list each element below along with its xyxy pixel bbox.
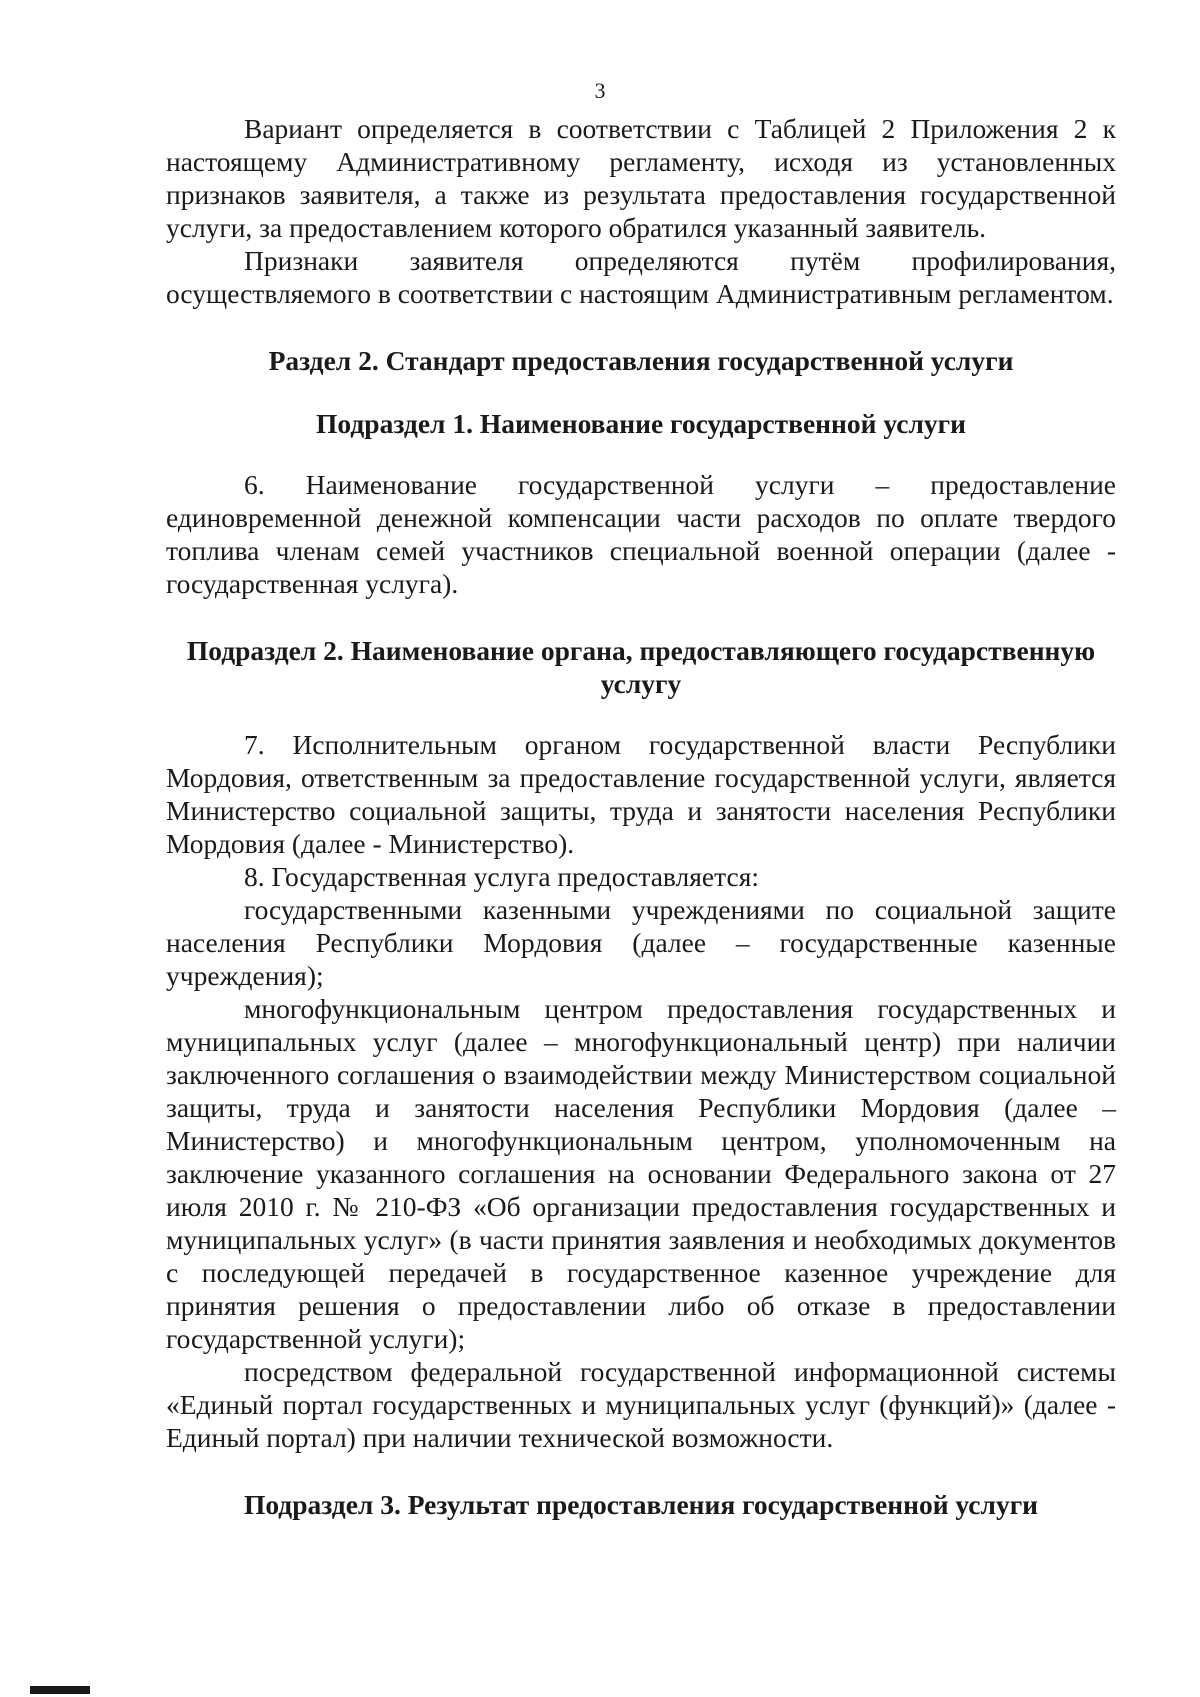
- subsection-1-heading: Подраздел 1. Наименование государственной услуги: [316, 408, 966, 439]
- paragraph-8-item-mfc: многофункциональным центром предоставления государственных и муниципальных услуг (далее – многофункциональный центр) при наличии заключенного соглашения о взаимодействии между Министерством социальной защиты, труда и занятости населения Республики Мордовия (далее – Министерство) и многофункциональным центром, уполномоченным на заключение указанного соглашения на основании Федерального закона от 27 июля 2010 г. № 210-ФЗ «Об организации предоставления государственных и муниципальных услуг» (в части принятия заявления и необходимых документов с последующей передачей в государственное казенное учреждение для принятия решения о предоставлении либо об отказе в предоставлении государственной услуги);: [166, 993, 1116, 1354]
- paragraph-6: 6. Наименование государственной услуги – предоставление единовременной денежной компенсации части расходов по оплате твердого топлива членам семей участников специальной военной операции (далее - государственная услуга).: [166, 469, 1116, 599]
- subsection-2-heading: Подраздел 2. Наименование органа, предоставляющего государственную услугу: [186, 635, 1096, 699]
- page-content: [166, 112, 1116, 1521]
- page-number: 3: [594, 78, 606, 103]
- paragraph-7: 7. Исполнительным органом государственной власти Республики Мордовия, ответственным за предоставление государственной услуги, является Министерство социальной защиты, труда и занятости населения Республики Мордовия (далее - Министерство).: [166, 729, 1116, 859]
- section-2-heading: Раздел 2. Стандарт предоставления государственной услуги: [268, 345, 1014, 376]
- subsection-3-heading: Подраздел 3. Результат предоставления государственной услуги: [243, 1489, 1039, 1520]
- intro-paragraph-criteria: Признаки заявителя определяются путём профилирования, осуществляемого в соответствии с настоящим Административным регламентом.: [166, 245, 1116, 309]
- paragraph-8: 8. Государственная услуга предоставляется:: [244, 861, 759, 892]
- paragraph-8-item-kazennye: государственными казенными учреждениями по социальной защите населения Республики Мордовия (далее – государственные казенные учреждения);: [166, 894, 1116, 991]
- intro-paragraph-variant: Вариант определяется в соответствии с Таблицей 2 Приложения 2 к настоящему Административному регламенту, исходя из установленных признаков заявителя, а также из результата предоставления государственной услуги, за предоставлением которого обратился указанный заявитель.: [166, 113, 1116, 243]
- footer-mark: [30, 1686, 90, 1694]
- paragraph-8-item-portal: посредством федеральной государственной информационной системы «Единый портал государственных и муниципальных услуг (функций)» (далее - Единый портал) при наличии технической возможности.: [166, 1356, 1116, 1453]
